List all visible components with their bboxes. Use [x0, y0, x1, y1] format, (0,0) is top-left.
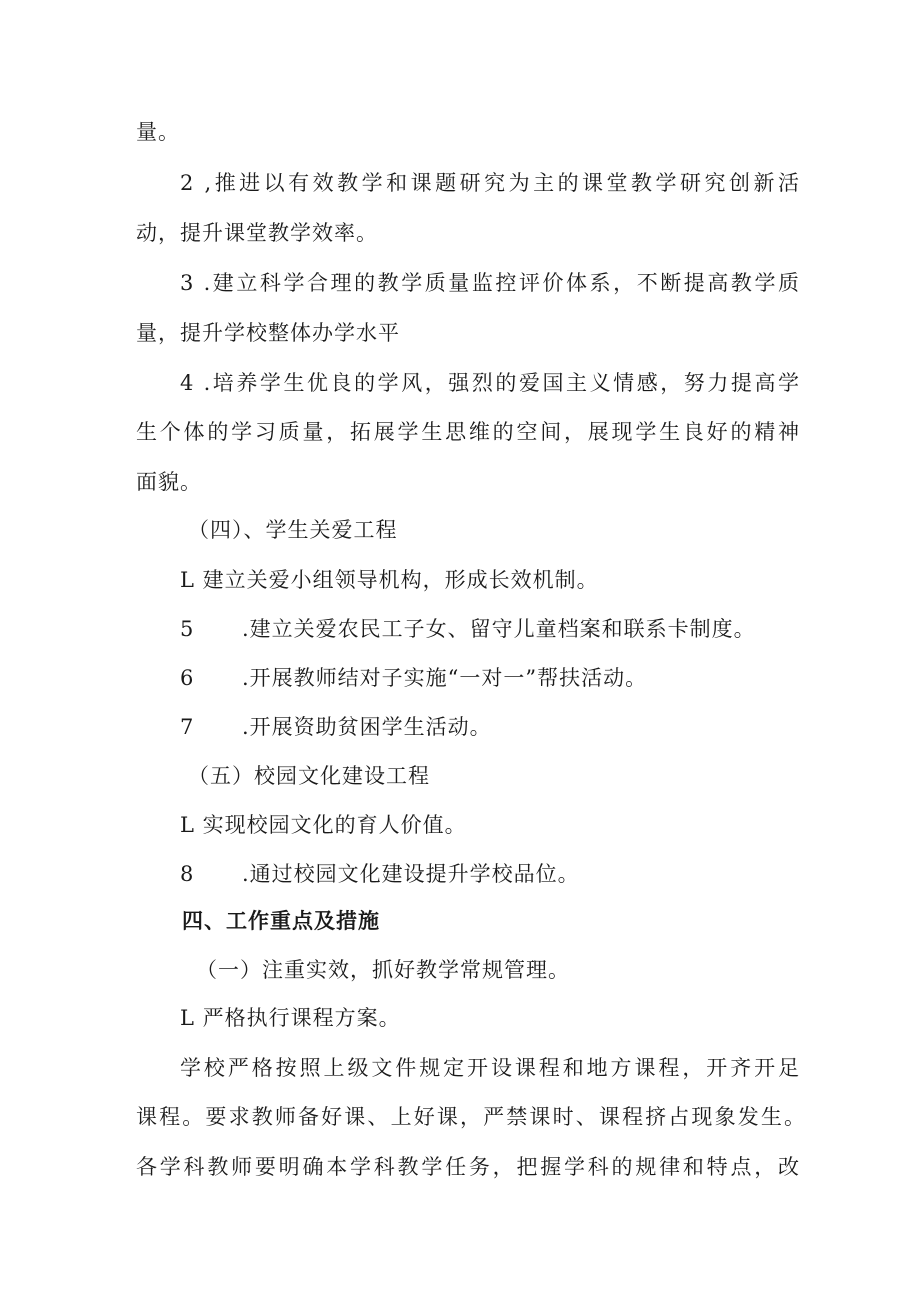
list-item-2: 2 ,推进以有效教学和课题研究为主的课堂教学研究创新活	[180, 171, 800, 195]
paragraph-line: 各学科教师要明确本学科教学任务，把握学科的规律和特点，改	[136, 1155, 800, 1179]
paragraph-line: 面貌。	[136, 470, 202, 494]
paragraph-line: 动，提升课堂教学效率。	[136, 221, 378, 245]
list-item-7	[180, 712, 492, 742]
item-number: 8	[180, 862, 195, 886]
paragraph-line: 量。	[136, 120, 180, 144]
item-number: 5	[180, 617, 195, 641]
list-item-5	[180, 614, 756, 644]
list-item-3: 3 .建立科学合理的教学质量监控评价体系，不断提高教学质	[180, 271, 800, 295]
paragraph-line: 量，提升学校整体办学水平	[136, 321, 400, 345]
list-item-4: 4 .培养学生优良的学风，强烈的爱国主义情感，努力提高学	[180, 371, 800, 395]
item-number: 7	[180, 715, 195, 739]
section-heading: 四、工作重点及措施	[182, 909, 380, 933]
subheading-one: （一）注重实效，抓好教学常规管理。	[196, 958, 570, 982]
item-text: .建立关爱农民工子女、留守儿童档案和联系卡制度。	[242, 617, 756, 641]
list-item-1b: L 实现校园文化的育人价值。	[180, 813, 467, 837]
list-item-8	[180, 859, 580, 889]
paragraph-line: 课程。要求教师备好课、上好课，严禁课时、课程挤占现象发生。	[136, 1105, 806, 1129]
subheading-four: （四）、学生关爱工程	[188, 518, 398, 542]
list-item-6	[180, 663, 647, 693]
list-item-1c: L 严格执行课程方案。	[180, 1006, 401, 1030]
subheading-five: （五）校园文化建设工程	[188, 764, 430, 788]
paragraph-line: 学校严格按照上级文件规定开设课程和地方课程，开齐开足	[180, 1056, 800, 1080]
item-text: .通过校园文化建设提升学校品位。	[242, 862, 580, 886]
item-number: 6	[180, 666, 195, 690]
paragraph-line: 生个体的学习质量，拓展学生思维的空间，展现学生良好的精神	[136, 420, 800, 444]
item-text: .开展资助贫困学生活动。	[242, 715, 492, 739]
list-item-1: L 建立关爱小组领导机构，形成长效机制。	[180, 568, 599, 592]
item-text: .开展教师结对子实施“一对一”帮扶活动。	[242, 666, 648, 690]
